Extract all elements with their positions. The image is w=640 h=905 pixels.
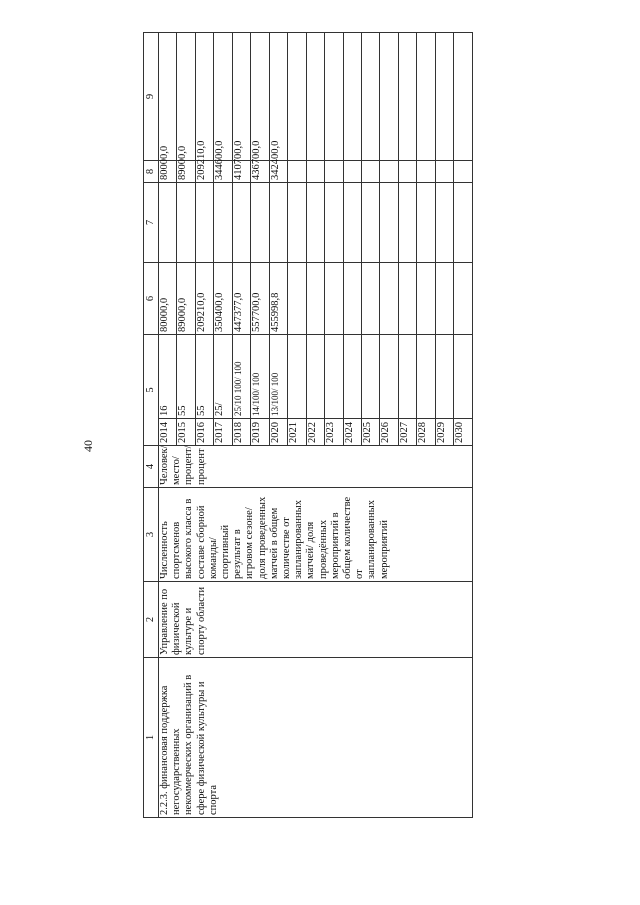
col7-cell <box>417 183 435 263</box>
col7-cell <box>288 183 306 263</box>
col7-cell <box>343 183 361 263</box>
col-header: 8 <box>144 161 159 183</box>
col8-cell: 209210,0 <box>195 161 213 183</box>
col7-cell <box>195 183 213 263</box>
total-cell: 209210,0 <box>195 263 213 335</box>
total-cell <box>361 263 379 335</box>
executor-cell: Управление по физической культуре и спорту области <box>159 582 473 658</box>
col7-cell <box>380 183 398 263</box>
col9-cell <box>398 33 416 161</box>
indicator-value-cell: 55 <box>177 335 195 419</box>
indicator-value-cell <box>343 335 361 419</box>
year-cell: 2023 <box>325 419 343 446</box>
col9-cell <box>306 33 324 161</box>
indicator-value-cell <box>361 335 379 419</box>
indicator-value-cell: 13/100/ 100 <box>269 335 287 419</box>
col8-cell <box>306 161 324 183</box>
year-cell: 2024 <box>343 419 361 446</box>
col8-cell: 410700,0 <box>232 161 250 183</box>
total-cell: 455998,8 <box>269 263 287 335</box>
col-header: 3 <box>144 488 159 582</box>
col8-cell <box>361 161 379 183</box>
col8-cell: 344600,0 <box>214 161 232 183</box>
total-cell <box>417 263 435 335</box>
col8-cell <box>398 161 416 183</box>
col8-cell <box>435 161 453 183</box>
col9-cell <box>361 33 379 161</box>
col8-cell: 80000,0 <box>159 161 177 183</box>
total-cell <box>435 263 453 335</box>
total-cell <box>306 263 324 335</box>
year-cell: 2029 <box>435 419 453 446</box>
total-cell <box>454 263 473 335</box>
col7-cell <box>306 183 324 263</box>
total-cell: 89000,0 <box>177 263 195 335</box>
total-cell <box>325 263 343 335</box>
indicator-value-cell <box>398 335 416 419</box>
col8-cell <box>288 161 306 183</box>
year-cell: 2026 <box>380 419 398 446</box>
col7-cell <box>251 183 269 263</box>
activity-cell: 2.2.3. финансовая поддержка негосударственных некоммерческих организаций в сфере физической культуры и спорта <box>159 658 473 818</box>
header-row <box>144 33 159 818</box>
col7-cell <box>454 183 473 263</box>
indicator-value-cell <box>380 335 398 419</box>
total-cell <box>380 263 398 335</box>
year-cell: 2028 <box>417 419 435 446</box>
year-cell: 2014 <box>159 419 177 446</box>
total-cell: 557700,0 <box>251 263 269 335</box>
col7-cell <box>269 183 287 263</box>
table-row <box>159 33 177 818</box>
col8-cell <box>343 161 361 183</box>
col8-cell <box>454 161 473 183</box>
indicator-value-cell <box>325 335 343 419</box>
col9-cell <box>288 33 306 161</box>
col9-cell <box>325 33 343 161</box>
col8-cell <box>417 161 435 183</box>
year-cell: 2018 <box>232 419 250 446</box>
indicator-value-cell <box>288 335 306 419</box>
total-cell: 80000,0 <box>159 263 177 335</box>
total-cell <box>398 263 416 335</box>
total-cell: 447377,0 <box>232 263 250 335</box>
rotated-table-container <box>143 33 473 818</box>
col8-cell <box>380 161 398 183</box>
indicator-value-cell <box>435 335 453 419</box>
col7-cell <box>159 183 177 263</box>
indicator-value-cell: 25/10 100/ 100 <box>232 335 250 419</box>
indicator-value-cell: 25/ <box>214 335 232 419</box>
total-cell <box>343 263 361 335</box>
year-cell: 2017 <box>214 419 232 446</box>
page-number: 40 <box>81 440 95 452</box>
year-cell: 2015 <box>177 419 195 446</box>
year-cell: 2016 <box>195 419 213 446</box>
col8-cell: 436700,0 <box>251 161 269 183</box>
indicator-cell: Численность спортсменов высокого класса в составе сборной команды/ спортивный результат в игровом сезоне/ доля проведенных матчей в общем количестве от запланированных матчей/ доля проведённых мероприятий в общем количестве от запланированных мероприятий <box>159 488 473 582</box>
total-cell <box>288 263 306 335</box>
col9-cell <box>417 33 435 161</box>
col9-cell <box>454 33 473 161</box>
col7-cell <box>325 183 343 263</box>
col8-cell: 342400,0 <box>269 161 287 183</box>
col-header: 6 <box>144 263 159 335</box>
year-cell: 2027 <box>398 419 416 446</box>
col9-cell <box>177 33 195 161</box>
indicator-value-cell: 16 <box>159 335 177 419</box>
col7-cell <box>398 183 416 263</box>
col-header: 4 <box>144 446 159 488</box>
col9-cell <box>380 33 398 161</box>
col-header: 9 <box>144 33 159 161</box>
col9-cell <box>343 33 361 161</box>
col-header: 2 <box>144 582 159 658</box>
year-cell: 2019 <box>251 419 269 446</box>
col7-cell <box>435 183 453 263</box>
col7-cell <box>361 183 379 263</box>
year-cell: 2021 <box>288 419 306 446</box>
program-table <box>143 32 473 818</box>
indicator-value-cell <box>306 335 324 419</box>
col-header: 7 <box>144 183 159 263</box>
indicator-value-cell: 14/100/ 100 <box>251 335 269 419</box>
col9-cell <box>159 33 177 161</box>
col8-cell <box>325 161 343 183</box>
col-header: 5 <box>144 335 159 446</box>
col7-cell <box>177 183 195 263</box>
total-cell: 350400,0 <box>214 263 232 335</box>
col8-cell: 89000,0 <box>177 161 195 183</box>
col9-cell <box>435 33 453 161</box>
col7-cell <box>214 183 232 263</box>
year-cell: 2030 <box>454 419 473 446</box>
unit-cell: Человек/ место/ процент/ процент <box>159 446 473 488</box>
indicator-value-cell <box>417 335 435 419</box>
year-cell: 2025 <box>361 419 379 446</box>
col7-cell <box>232 183 250 263</box>
indicator-value-cell <box>454 335 473 419</box>
indicator-value-cell: 55 <box>195 335 213 419</box>
year-cell: 2022 <box>306 419 324 446</box>
year-cell: 2020 <box>269 419 287 446</box>
col-header: 1 <box>144 658 159 818</box>
